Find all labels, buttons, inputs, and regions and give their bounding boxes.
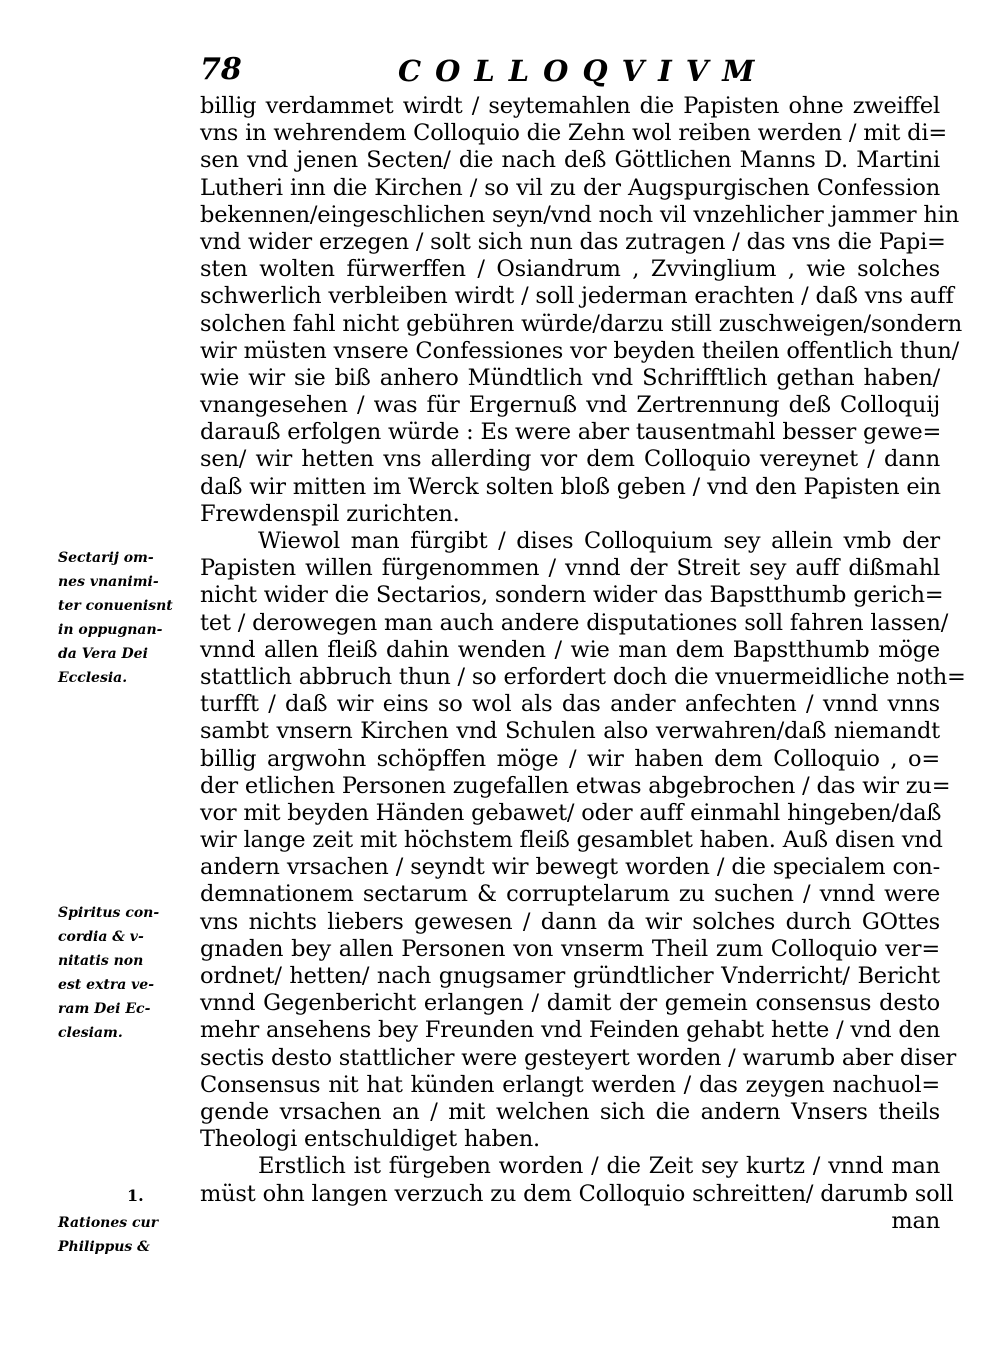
margin-note-line: nitatis non	[58, 953, 144, 969]
margin-note-line: Philippus &	[58, 1239, 150, 1255]
margin-note-line: nes vnanimi-	[58, 574, 159, 590]
text-line: sambt vnsern Kirchen vnd Schulen also verwahren/daß niemandt	[200, 718, 940, 745]
page-header	[0, 52, 1000, 92]
margin-note-line: est extra ve-	[58, 977, 155, 993]
text-line: wie wir sie biß anhero Mündtlich vnd Schrifftlich gethan haben/	[200, 364, 940, 391]
text-line: gende vrsachen an / mit welchen sich die andern Vnsers theils	[200, 1098, 940, 1125]
text-line: vor mit beyden Händen gebawet/ oder auff einmahl hingeben/daß	[200, 799, 942, 826]
margin-note-spiritus	[58, 901, 198, 1045]
margin-note-line: da Vera Dei	[58, 646, 148, 662]
text-line: vnd wider erzegen / solt sich nun das zutragen / das vns die Papi=	[200, 228, 946, 255]
text-line: schwerlich verbleiben wirdt / soll jederman erachten / daß vns auff	[200, 283, 954, 310]
text-line: sten wolten fürwerffen / Osiandrum , Zvvinglium , wie solches	[200, 256, 940, 283]
catchword: man	[891, 1207, 940, 1234]
text-line: demnationem sectarum & corruptelarum zu suchen / vnnd were	[200, 881, 940, 908]
text-line: Lutheri inn die Kirchen / so vil zu der Augspurgischen Confession	[200, 174, 940, 201]
text-line: müst ohn langen verzuch zu dem Colloquio schreitten/ darumb soll	[200, 1180, 954, 1207]
text-line: nicht wider die Sectarios, sondern wider das Bapstthumb gerich=	[200, 582, 944, 609]
text-line: billig argwohn schöpffen möge / wir haben dem Colloquio , o=	[200, 745, 940, 772]
paragraph-start-line: Erstlich ist fürgeben worden / die Zeit sey kurtz / vnnd man	[258, 1153, 940, 1180]
margin-note-line: Spiritus con-	[58, 905, 160, 921]
text-line: sectis desto stattlicher were gesteyert worden / warumb aber diser	[200, 1044, 957, 1071]
text-line: wir lange zeit mit höchstem fleiß gesamblet haben. Auß disen vnd	[200, 827, 943, 854]
margin-note-line: Ecclesia.	[58, 670, 128, 686]
margin-note-line: in oppugnan-	[58, 622, 163, 638]
page-number: 78	[200, 52, 242, 87]
text-line: vnnd Gegenbericht erlangen / damit der gemein consensus desto	[200, 990, 940, 1017]
text-line: sen vnd jenen Secten/ die nach deß Göttlichen Manns D. Martini	[200, 147, 940, 174]
text-line: Theologi entschuldiget haben.	[200, 1126, 541, 1153]
text-line: wir müsten vnsere Confessiones vor beyden theilen offentlich thun/	[200, 337, 959, 364]
text-line: vnnd allen fleiß dahin wenden / wie man dem Bapstthumb möge	[200, 636, 940, 663]
text-line: billig verdammet wirdt / seytemahlen die Papisten ohne zweiffel	[200, 93, 940, 119]
text-line: daß wir mitten im Werck solten bloß geben / vnd den Papisten ein	[200, 473, 941, 500]
margin-note-number: 1.	[127, 1186, 144, 1205]
text-line: vns in wehrendem Colloquio die Zehn wol reiben werden / mit di=	[200, 120, 947, 147]
text-line: darauß erfolgen würde : Es were aber tausentmahl besser gewe=	[200, 419, 942, 446]
running-title: COLLOQVIVM	[398, 54, 769, 88]
text-line: ordnet/ hetten/ nach gnugsamer gründtlicher Vnderricht/ Bericht	[200, 963, 940, 989]
margin-note-line: ter conuenisnt	[58, 598, 173, 614]
text-line: Papisten willen fürgenommen / vnnd der Streit sey auff dißmahl	[200, 555, 940, 582]
text-line: gnaden bey allen Personen von vnserm Theil zum Colloquio ver=	[200, 935, 940, 962]
margin-note-line: clesiam.	[58, 1025, 123, 1041]
text-line: solchen fahl nicht gebühren würde/darzu still zuschweigen/sondern	[200, 310, 963, 337]
text-line: vnangesehen / was für Ergernuß vnd Zertrennung deß Colloquij	[200, 392, 940, 419]
text-line: sen/ wir hetten vns allerding vor dem Colloquio vereynet / dann	[200, 446, 940, 473]
margin-note-rationes	[58, 1211, 198, 1259]
margin-note-line: ram Dei Ec-	[58, 1001, 151, 1017]
text-line: der etlichen Personen zugefallen etwas abgebrochen / das wir zu=	[200, 772, 951, 799]
text-line: tet / derowegen man auch andere disputationes soll fahren lassen/	[200, 609, 949, 636]
text-line: Consensus nit hat künden erlangt werden / das zeygen nachuol=	[200, 1071, 940, 1098]
text-line: stattlich abbruch thun / so erfordert doch die vnuermeidliche noth=	[200, 663, 966, 690]
margin-note-line: cordia & v-	[58, 929, 144, 945]
text-line: Frewdenspil zurichten.	[200, 500, 460, 527]
text-line: turfft / daß wir eins so wol als das ander anfechten / vnnd vnns	[200, 691, 940, 718]
text-line: mehr ansehens bey Freunden vnd Feinden gehabt hette / vnd den	[200, 1017, 941, 1044]
text-line: andern vrsachen / seyndt wir bewegt worden / die specialem con-	[200, 854, 940, 881]
margin-note-sectarii	[58, 546, 198, 690]
text-line: vns nichts liebers gewesen / dann da wir solches durch GOttes	[200, 908, 940, 935]
margin-note-line: Rationes cur	[58, 1215, 159, 1231]
text-line: bekennen/eingeschlichen seyn/vnd noch vil vnzehlicher jammer hin	[200, 201, 960, 228]
body-text	[200, 93, 966, 1235]
paragraph-start-line: Wiewol man fürgibt / dises Colloquium sey allein vmb der	[258, 528, 940, 554]
margin-note-line: Sectarij om-	[58, 550, 154, 566]
